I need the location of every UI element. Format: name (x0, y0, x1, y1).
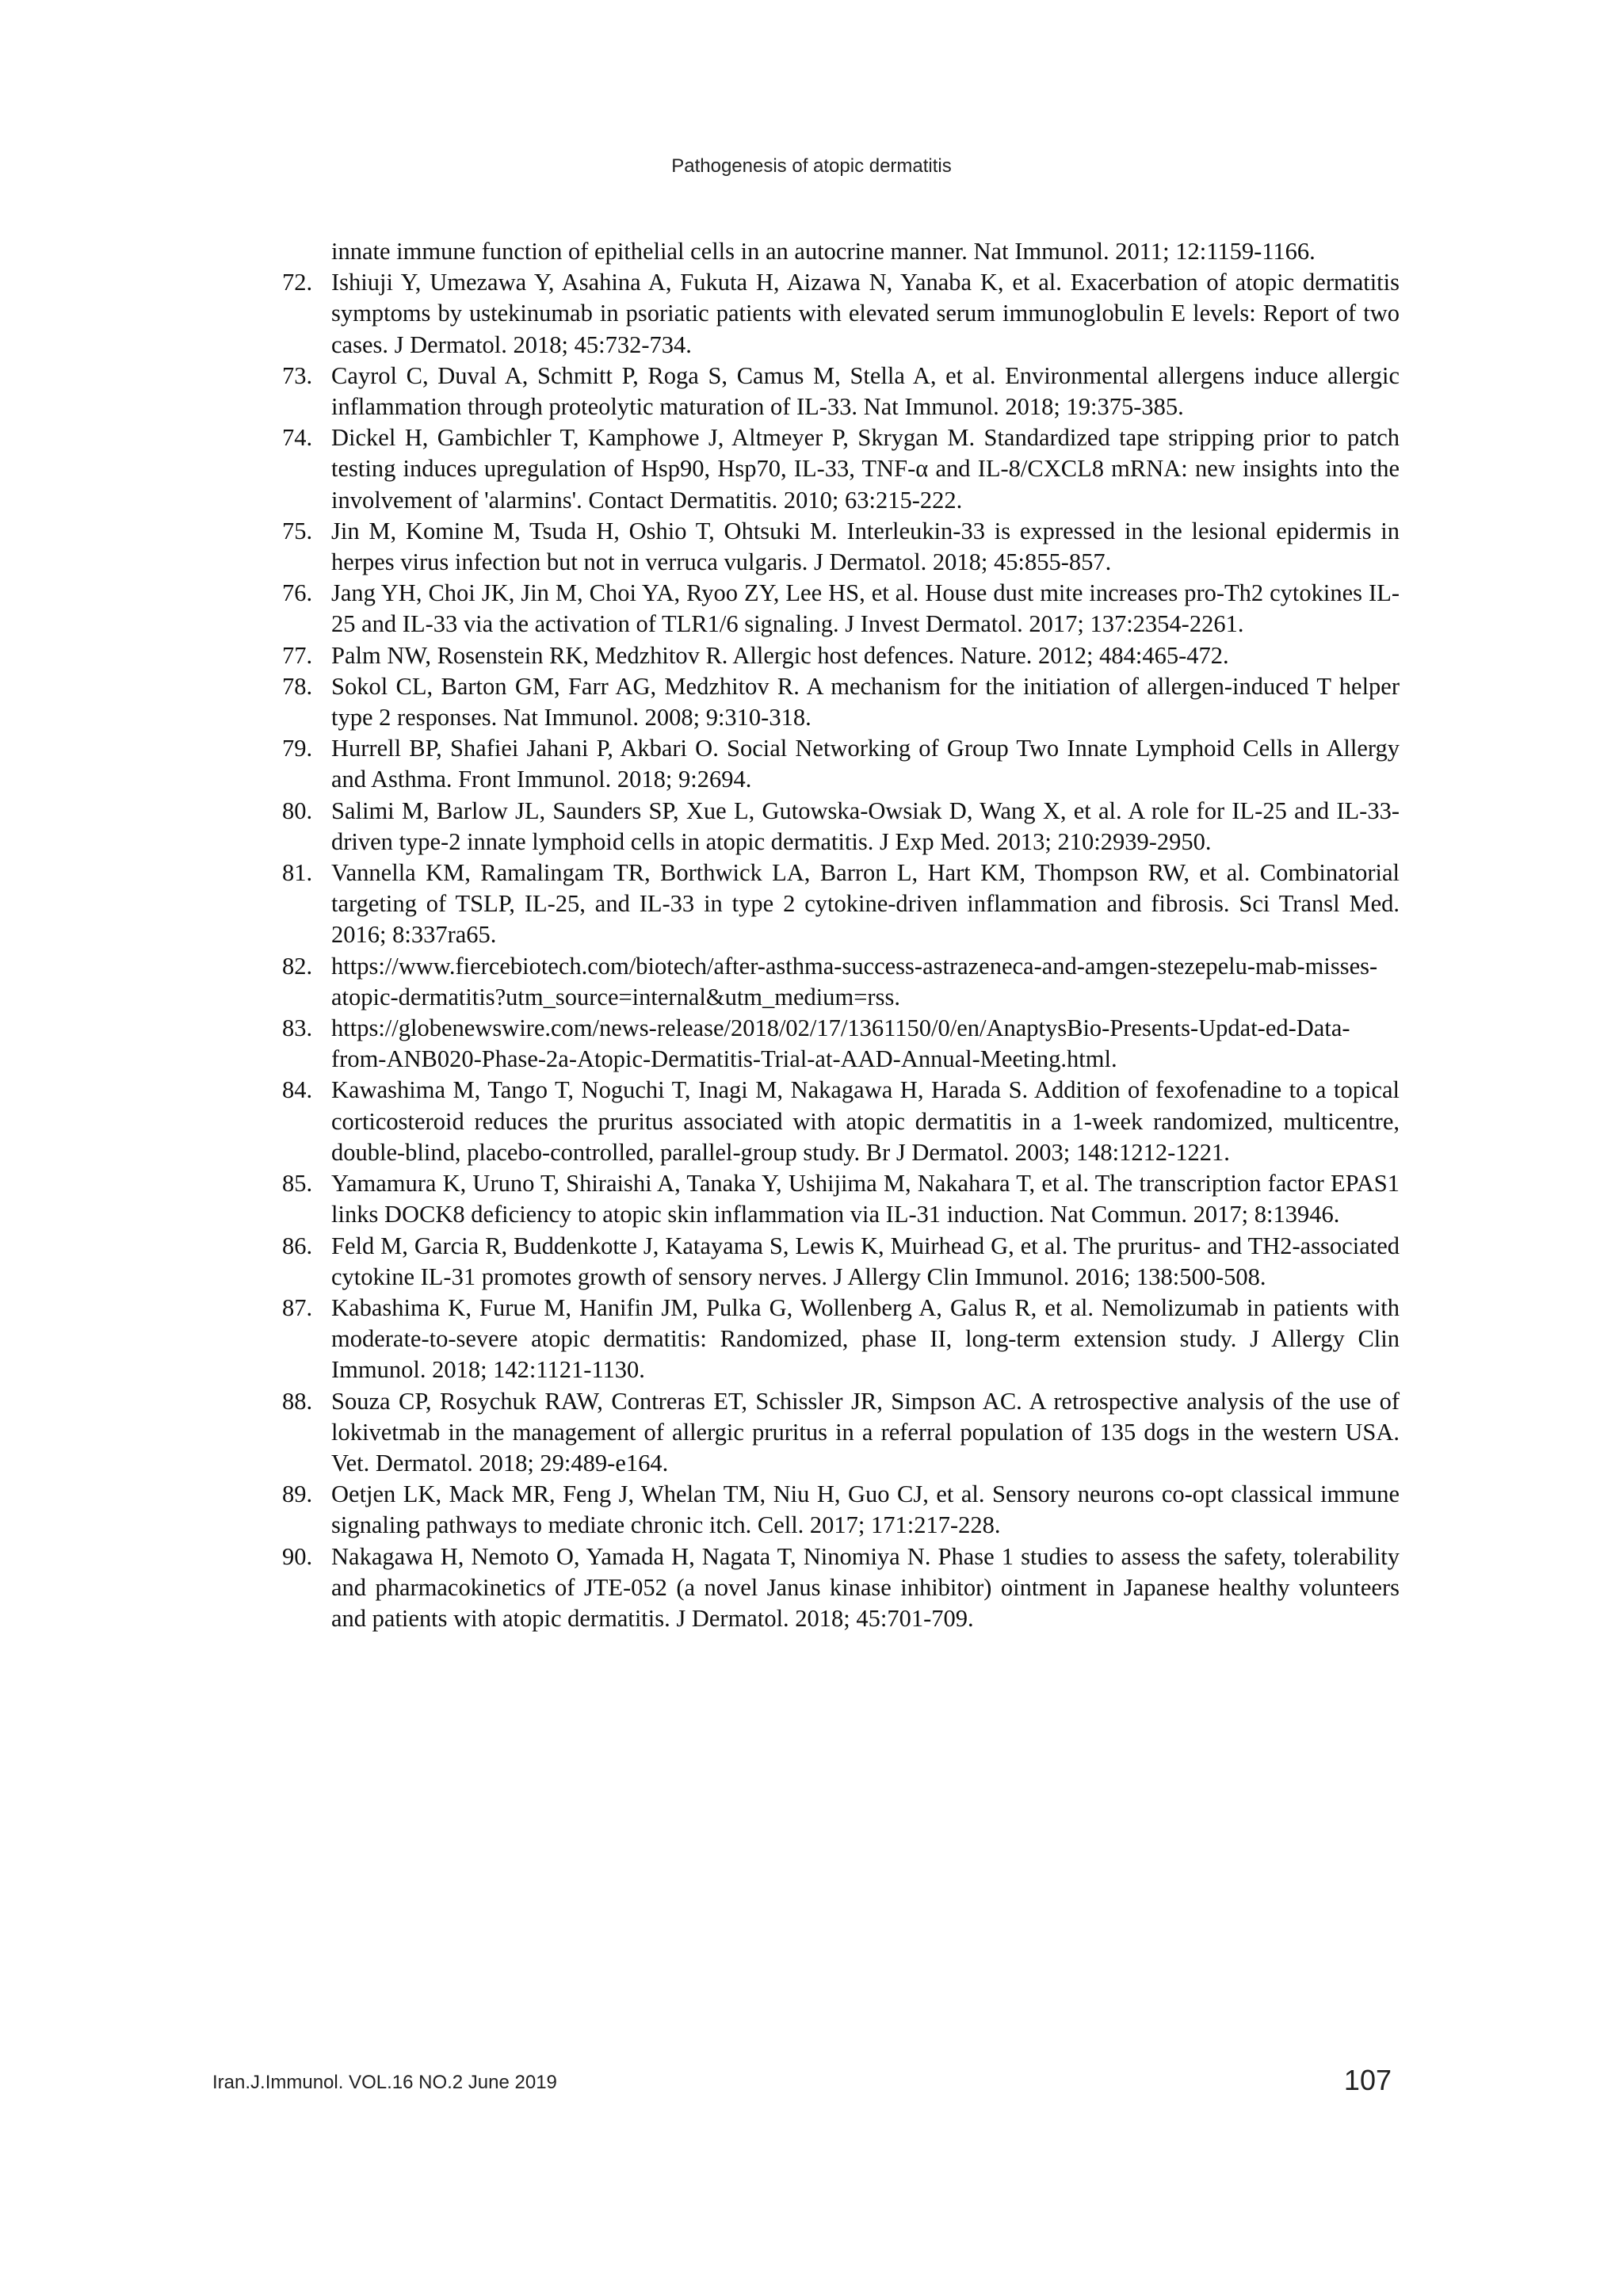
reference-item (282, 361, 1400, 422)
reference-text: Nakagawa H, Nemoto O, Yamada H, Nagata T, Ninomiya N. Phase 1 studies to assess the safety, tolerability and pharmacokinetics of JTE-052 (a novel Janus kinase inhibitor) ointment in Japanese healthy volunteers and patients with atopic dermatitis. J Dermatol. 2018; 45:701-709. (331, 1542, 1400, 1632)
reference-text: Kabashima K, Furue M, Hanifin JM, Pulka G, Wollenberg A, Galus R, et al. Nemolizumab in patients with moderate-to-severe atopic dermatitis: Randomized, phase II, long-term extension study. J Allergy Clin Immunol. 2018; 142:1121-1130. (331, 1293, 1400, 1384)
page-number: 107 (1343, 2064, 1392, 2096)
reference-number: 88. (282, 1387, 313, 1415)
footer-journal-citation: Iran.J.Immunol. VOL.16 NO.2 June 2019 (212, 2072, 557, 2093)
reference-item (282, 1386, 1400, 1480)
reference-item (282, 951, 1400, 1013)
page-footer (212, 2057, 1392, 2099)
reference-item (282, 1168, 1400, 1230)
running-header: Pathogenesis of atopic dermatitis (671, 155, 952, 177)
reference-number: 79. (282, 735, 313, 762)
reference-text: Hurrell BP, Shafiei Jahani P, Akbari O. Social Networking of Group Two Innate Lymphoid Cells in Allergy and Asthma. Front Immunol. 2018; 9:2694. (331, 735, 1400, 793)
reference-number: 83. (282, 1014, 313, 1042)
reference-item (282, 1541, 1400, 1635)
reference-number: 89. (282, 1480, 313, 1508)
reference-item (282, 422, 1400, 516)
reference-item (282, 640, 1400, 671)
reference-text: Palm NW, Rosenstein RK, Medzhitov R. Allergic host defences. Nature. 2012; 484:465-472. (331, 641, 1229, 669)
reference-text: Jang YH, Choi JK, Jin M, Choi YA, Ryoo ZY, Lee HS, et al. House dust mite increases pro-Th2 cytokines IL-25 and IL-33 via the activation of TLR1/6 signaling. J Invest Dermatol. 2017; 137:2354-2261. (331, 579, 1400, 638)
reference-item (282, 671, 1400, 733)
reference-number: 76. (282, 579, 313, 607)
reference-number: 78. (282, 672, 313, 700)
reference-number: 81. (282, 859, 313, 887)
reference-text: Ishiuji Y, Umezawa Y, Asahina A, Fukuta H, Aizawa N, Yanaba K, et al. Exacerbation of atopic dermatitis symptoms by ustekinumab in psoriatic patients with elevated serum immunoglobulin E levels: Report of two cases. J Dermatol. 2018; 45:732-734. (331, 269, 1400, 358)
reference-number: 72. (282, 269, 313, 296)
reference-number: 87. (282, 1293, 313, 1321)
reference-text: Dickel H, Gambichler T, Kamphowe J, Altmeyer P, Skrygan M. Standardized tape stripping prior to patch testing induces upregulation of Hsp90, Hsp70, IL-33, TNF-α and IL-8/CXCL8 mRNA: new insights into the involvement of 'alarmins'. Contact Dermatitis. 2010; 63:215-222. (331, 424, 1400, 514)
reference-item (282, 578, 1400, 640)
reference-number: 90. (282, 1542, 313, 1570)
reference-number: 77. (282, 641, 313, 669)
reference-item (282, 733, 1400, 795)
reference-text: Sokol CL, Barton GM, Farr AG, Medzhitov R. A mechanism for the initiation of allergen-induced T helper type 2 responses. Nat Immunol. 2008; 9:310-318. (331, 672, 1400, 732)
reference-text: https://www.fiercebiotech.com/biotech/after-asthma-success-astrazeneca-and-amgen-stezepelu-mab-misses-atopic-dermatitis?utm_source=internal&utm_medium=rss. (331, 952, 1378, 1010)
reference-number: 85. (282, 1170, 313, 1198)
reference-number: 74. (282, 424, 313, 452)
reference-text: Oetjen LK, Mack MR, Feng J, Whelan TM, Niu H, Guo CJ, et al. Sensory neurons co-opt classical immune signaling pathways to mediate chronic itch. Cell. 2017; 171:217-228. (331, 1480, 1400, 1539)
reference-number: 75. (282, 517, 313, 544)
reference-number: 86. (282, 1232, 313, 1259)
reference-list (282, 236, 1400, 1634)
reference-item (282, 1231, 1400, 1293)
reference-number: 80. (282, 797, 313, 824)
reference-item (282, 1293, 1400, 1386)
reference-item (282, 858, 1400, 951)
reference-item (282, 1013, 1400, 1075)
reference-item (282, 267, 1400, 361)
reference-number: 73. (282, 361, 313, 389)
reference-text: Salimi M, Barlow JL, Saunders SP, Xue L, Gutowska-Owsiak D, Wang X, et al. A role for IL-25 and IL-33-driven type-2 innate lymphoid cells in atopic dermatitis. J Exp Med. 2013; 210:2939-2950. (331, 797, 1400, 855)
reference-text: Cayrol C, Duval A, Schmitt P, Roga S, Camus M, Stella A, et al. Environmental allergens induce allergic inflammation through proteolytic maturation of IL-33. Nat Immunol. 2018; 19:375-385. (331, 361, 1400, 421)
reference-item (282, 516, 1400, 578)
reference-items (282, 267, 1400, 1634)
reference-text: Vannella KM, Ramalingam TR, Borthwick LA, Barron L, Hart KM, Thompson RW, et al. Combinatorial targeting of TSLP, IL-25, and IL-33 in type 2 cytokine-driven inflammation and fibrosis. Sci Transl Med. 2016; 8:337ra65. (331, 859, 1400, 949)
reference-text: Yamamura K, Uruno T, Shiraishi A, Tanaka Y, Ushijima M, Nakahara T, et al. The transcription factor EPAS1 links DOCK8 deficiency to atopic skin inflammation via IL-31 induction. Nat Commun. 2017; 8:13946. (331, 1170, 1400, 1228)
reference-text: Souza CP, Rosychuk RAW, Contreras ET, Schissler JR, Simpson AC. A retrospective analysis of the use of lokivetmab in the management of allergic pruritus in a referral population of 135 dogs in the western USA. Vet. Dermatol. 2018; 29:489-e164. (331, 1387, 1400, 1477)
reference-item (282, 1479, 1400, 1541)
reference-text: Kawashima M, Tango T, Noguchi T, Inagi M, Nakagawa H, Harada S. Addition of fexofenadine to a topical corticosteroid reduces the pruritus associated with atopic dermatitis in a 1-week randomized, multicentre, double-blind, placebo-controlled, parallel-group study. Br J Dermatol. 2003; 148:1212-1221. (331, 1076, 1400, 1166)
reference-text: Jin M, Komine M, Tsuda H, Oshio T, Ohtsuki M. Interleukin-33 is expressed in the lesional epidermis in herpes virus infection but not in verruca vulgaris. J Dermatol. 2018; 45:855-857. (331, 517, 1400, 576)
reference-number: 84. (282, 1076, 313, 1104)
reference-item (282, 796, 1400, 858)
reference-number: 82. (282, 952, 313, 980)
reference-continuation: innate immune function of epithelial cells in an autocrine manner. Nat Immunol. 2011; 12:1159-1166. (331, 238, 1316, 265)
reference-text: Feld M, Garcia R, Buddenkotte J, Katayama S, Lewis K, Muirhead G, et al. The pruritus- and TH2-associated cytokine IL-31 promotes growth of sensory nerves. J Allergy Clin Immunol. 2016; 138:500-508. (331, 1232, 1400, 1290)
reference-item (282, 1075, 1400, 1168)
reference-text: https://globenewswire.com/news-release/2018/02/17/1361150/0/en/AnaptysBio-Presents-Updat-ed-Data-from-ANB020-Phase-2a-Atopic-Dermatitis-Trial-at-AAD-Annual-Meeting.html. (331, 1014, 1350, 1073)
